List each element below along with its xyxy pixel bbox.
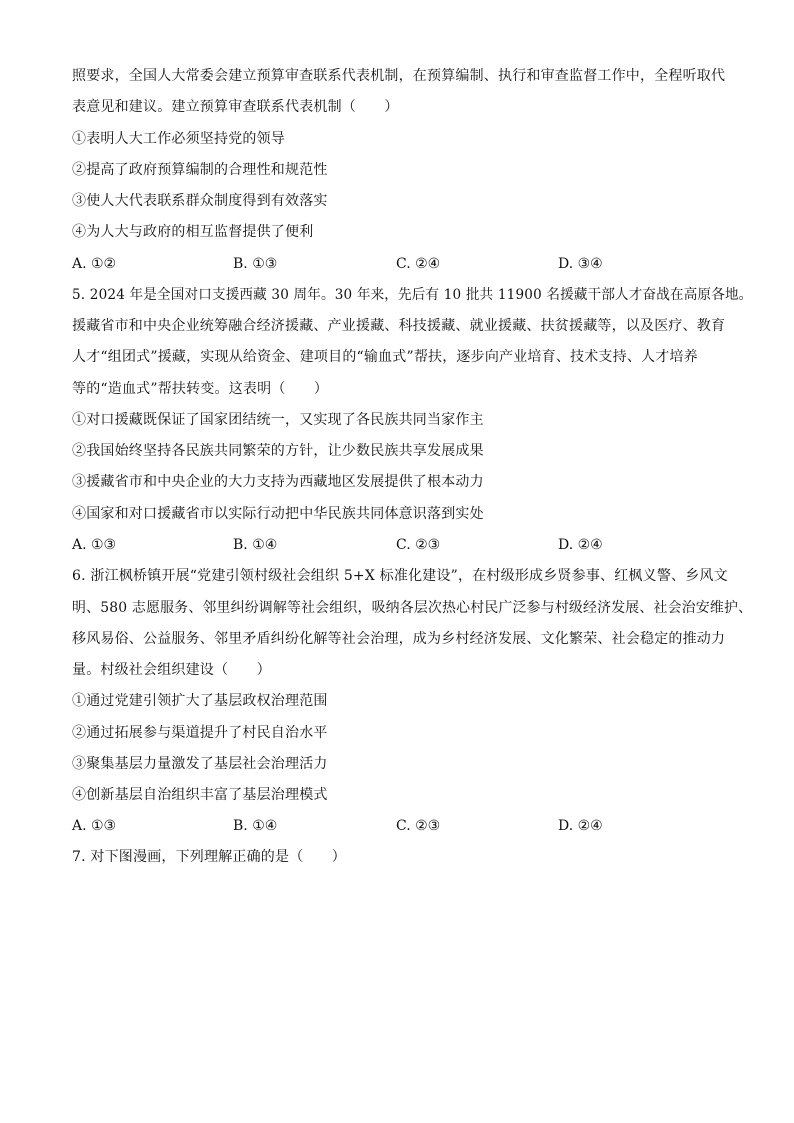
- q4-option-a: A. ①②: [72, 256, 117, 272]
- q5-statement-2: ②我国始终坚持各民族共同繁荣的方针，让少数民族共享发展成果: [72, 443, 484, 459]
- q5-option-b: B. ①④: [233, 537, 278, 553]
- q5-stem-line-1: 5. 2024 年是全国对口支援西藏 30 周年。30 年来，先后有 10 批共 11900 名援藏干部人才奋战在高原各地。: [72, 287, 753, 303]
- q4-statement-4: ④为人大与政府的相互监督提供了便利: [72, 224, 314, 240]
- q6-stem-line-2: 明、580 志愿服务、邻里纠纷调解等社会组织，吸纳各层次热心村民广泛参与村级经济发展、社会治安维护、: [72, 600, 753, 616]
- q5-statement-1: ①对口援藏既保证了国家团结统一，又实现了各民族共同当家作主: [72, 412, 484, 428]
- q6-statement-3: ③聚集基层力量激发了基层社会治理活力: [72, 756, 328, 772]
- q4-option-c: C. ②④: [396, 256, 441, 272]
- q6-statement-1: ①通过党建引领扩大了基层政权治理范围: [72, 693, 328, 709]
- q6-options: [72, 816, 752, 836]
- q5-option-c: C. ②③: [396, 537, 441, 553]
- q4-option-d: D. ③④: [558, 256, 603, 272]
- q4-option-b: B. ①③: [233, 256, 278, 272]
- q4-stem-line-1: 照要求，全国人大常委会建立预算审查联系代表机制，在预算编制、执行和审查监督工作中，全程听取代: [72, 68, 726, 84]
- q6-statement-4: ④创新基层自治组织丰富了基层治理模式: [72, 787, 328, 803]
- q5-statement-3: ③援藏省市和中央企业的大力支持为西藏地区发展提供了根本动力: [72, 474, 484, 490]
- q4-options: [72, 254, 752, 274]
- q4-stem-line-2: 表意见和建议。建立预算审查联系代表机制（ ）: [72, 99, 399, 115]
- q4-statement-2: ②提高了政府预算编制的合理性和规范性: [72, 162, 328, 178]
- q6-option-d: D. ②④: [558, 818, 603, 834]
- q6-option-c: C. ②③: [396, 818, 441, 834]
- q4-statement-1: ①表明人大工作必须坚持党的领导: [72, 131, 285, 147]
- q5-option-d: D. ②④: [558, 537, 603, 553]
- q6-option-b: B. ①④: [233, 818, 278, 834]
- q6-stem-line-1: 6. 浙江枫桥镇开展“党建引领村级社会组织 5+X 标准化建设”，在村级形成乡贤参事、红枫义警、乡风文: [72, 568, 728, 584]
- q6-stem-line-4: 量。村级社会组织建设（ ）: [72, 662, 271, 678]
- q7-stem-line-1: 7. 对下图漫画，下列理解正确的是（ ）: [72, 849, 347, 865]
- q6-stem-line-3: 移风易俗、公益服务、邻里矛盾纠纷化解等社会治理，成为乡村经济发展、文化繁荣、社会稳定的推动力: [72, 631, 726, 647]
- q6-option-a: A. ①③: [72, 818, 117, 834]
- q6-statement-2: ②通过拓展参与渠道提升了村民自治水平: [72, 725, 328, 741]
- q5-options: [72, 535, 752, 555]
- q5-stem-line-2: 援藏省市和中央企业统筹融合经济援藏、产业援藏、科技援藏、就业援藏、扶贫援藏等，以及医疗、教育: [72, 318, 726, 334]
- q4-statement-3: ③使人大代表联系群众制度得到有效落实: [72, 193, 328, 209]
- q5-stem-line-4: 等的“造血式”帮扶转变。这表明（ ）: [72, 381, 329, 397]
- q5-option-a: A. ①③: [72, 537, 117, 553]
- q5-stem-line-3: 人才“组团式”援藏，实现从给资金、建项目的“输血式”帮扶，逐步向产业培育、技术支持、人才培养: [72, 349, 698, 365]
- q5-statement-4: ④国家和对口援藏省市以实际行动把中华民族共同体意识落到实处: [72, 506, 484, 522]
